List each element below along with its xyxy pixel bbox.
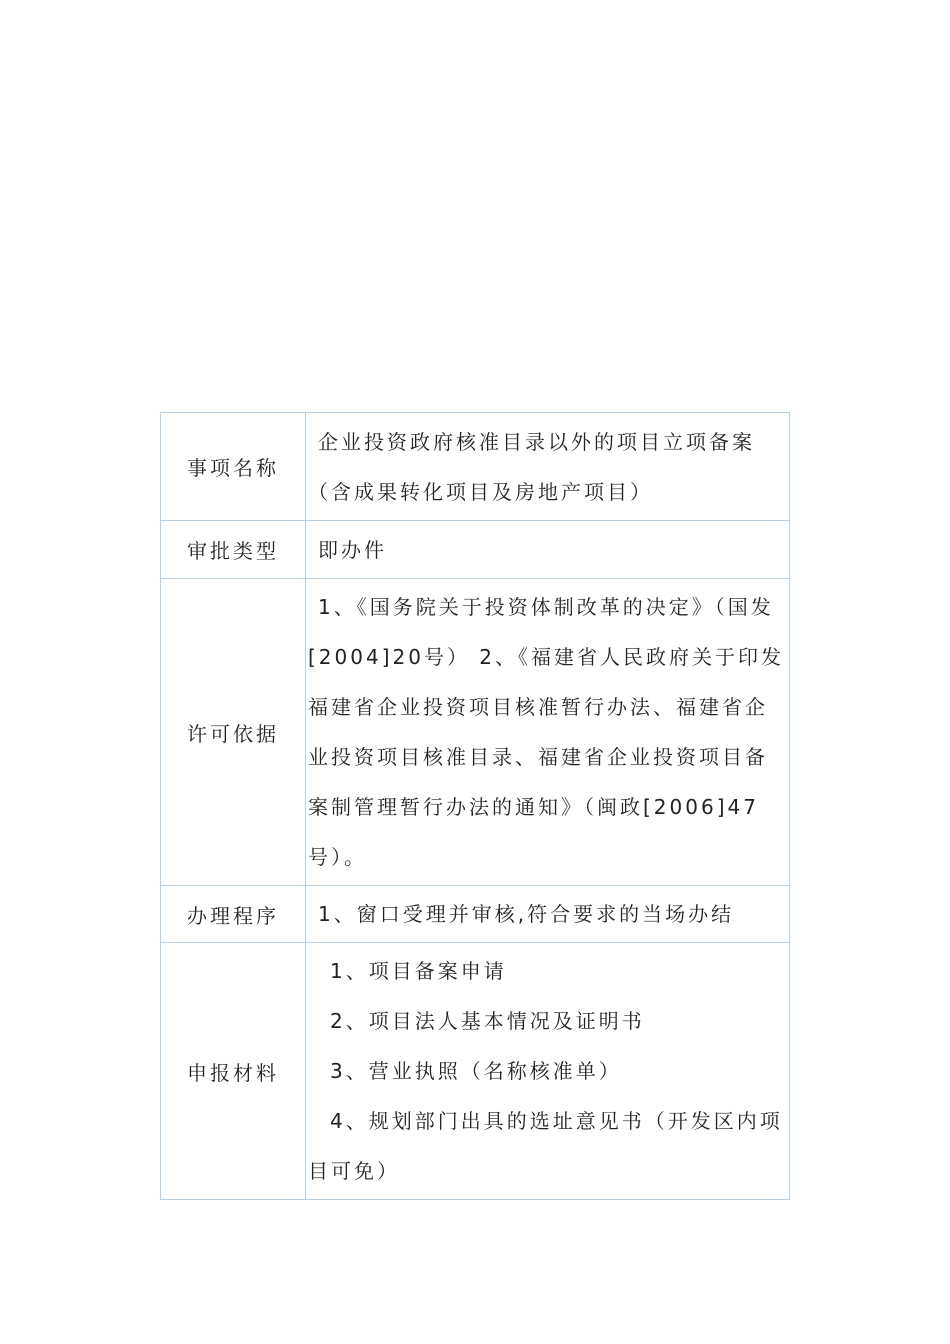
row-value-procedure — [306, 886, 790, 943]
row-label-materials: 申报材料 — [161, 943, 306, 1200]
row-label-approval-type: 审批类型 — [161, 521, 306, 579]
approval-type-text: 即办件 — [318, 537, 387, 562]
table-row — [161, 886, 790, 943]
row-value-item-name — [306, 413, 790, 521]
row-label-item-name: 事项名称 — [161, 413, 306, 521]
item-name-text: 企业投资政府核准目录以外的项目立项备案（含成果转化项目及房地产项目） — [308, 429, 755, 504]
procedure-text: 1、窗口受理并审核,符合要求的当场办结 — [318, 902, 735, 926]
table-row — [161, 579, 790, 886]
material-item: 3、营业执照（名称核准单） — [330, 1059, 622, 1083]
row-value-legal-basis — [306, 579, 790, 886]
table-row — [161, 521, 790, 579]
row-value-approval-type — [306, 521, 790, 579]
row-label-legal-basis: 许可依据 — [161, 579, 306, 886]
approval-item-table — [160, 412, 790, 1200]
material-item: 1、项目备案申请 — [330, 959, 507, 983]
material-item: 2、项目法人基本情况及证明书 — [330, 1009, 645, 1033]
row-label-procedure: 办理程序 — [161, 886, 306, 943]
legal-basis-text: 1、《国务院关于投资体制改革的决定》（国发[2004]20号） 2、《福建省人民政府关于印发福建省企业投资项目核准暂行办法、福建省企业投资项目核准目录、福建省企业投资项目备案制管理暂行办法的通知》（闽政[2006]47号）。 — [308, 595, 785, 869]
material-item: 4、规划部门出具的选址意见书（开发区内项目可免） — [308, 1109, 783, 1183]
row-value-materials — [306, 943, 790, 1200]
table-row — [161, 943, 790, 1200]
table-row — [161, 413, 790, 521]
